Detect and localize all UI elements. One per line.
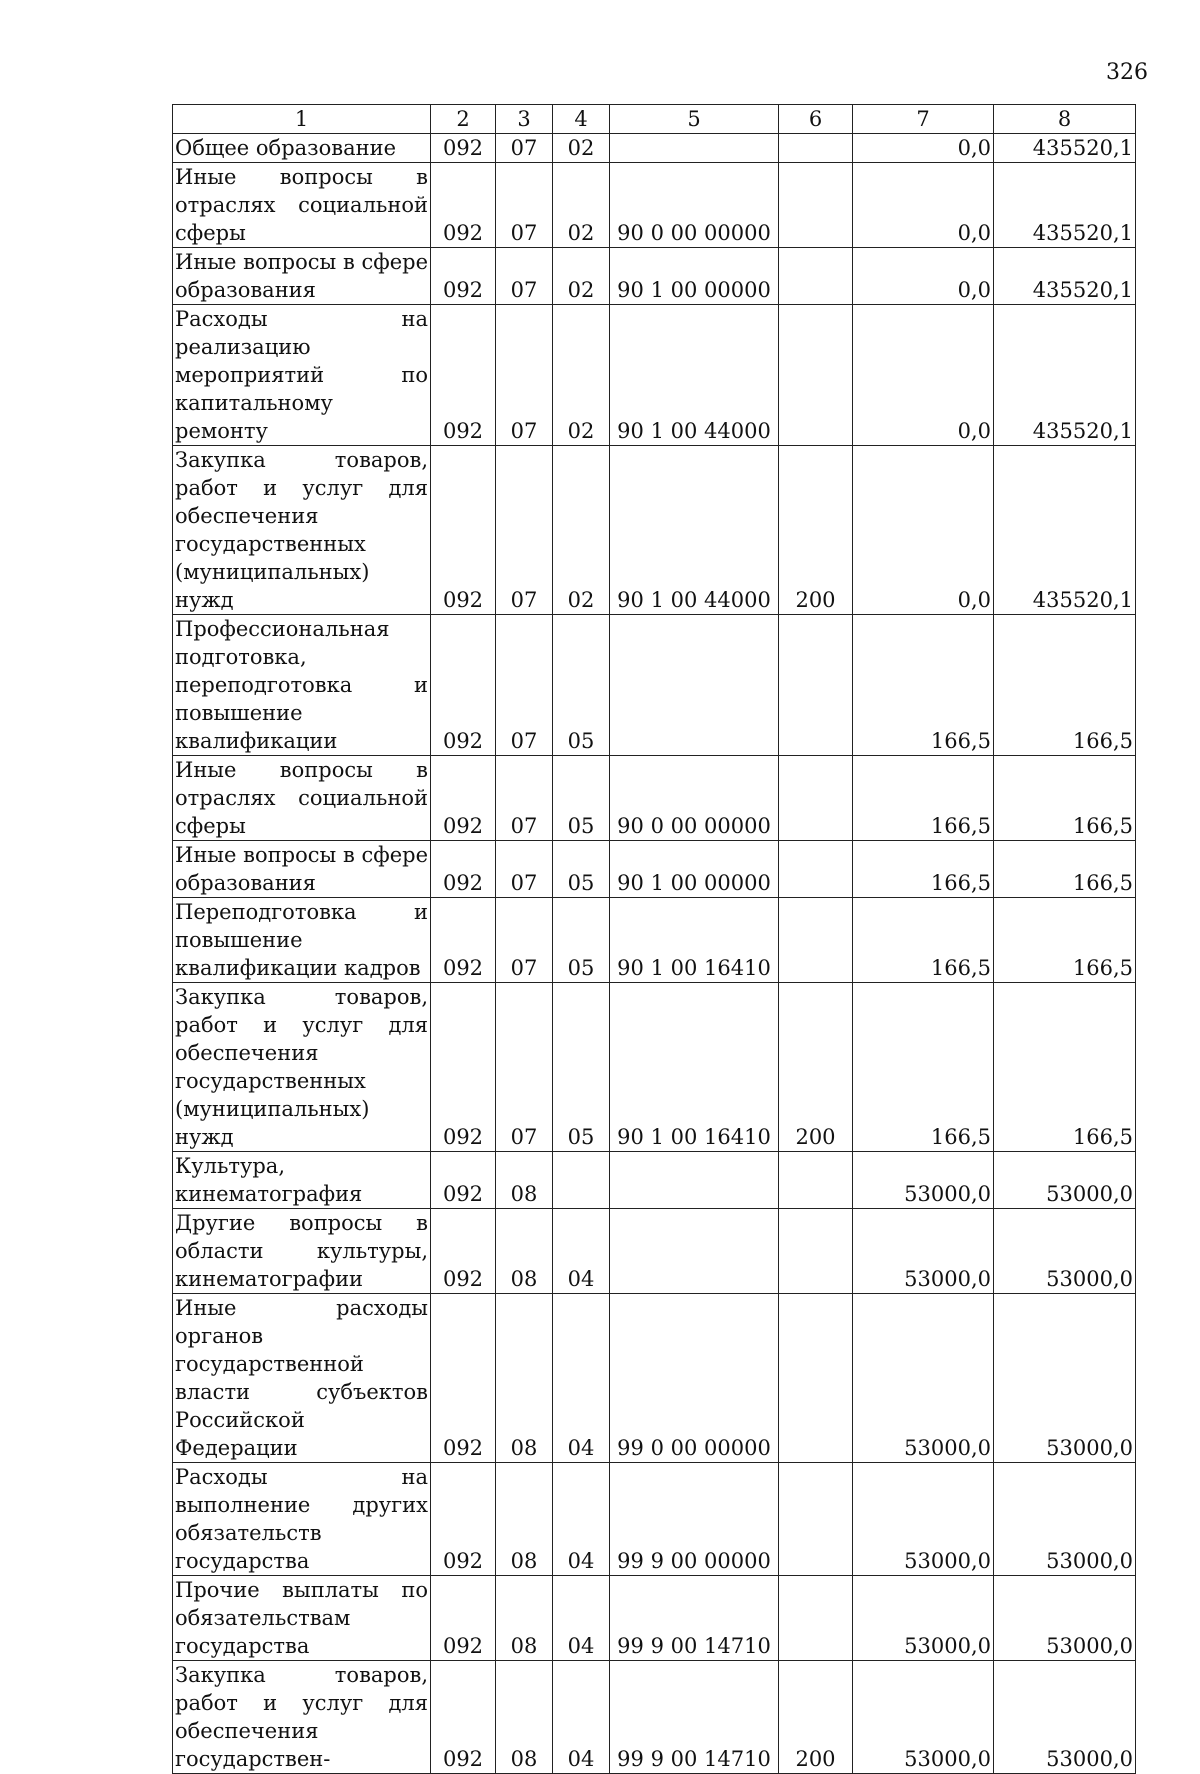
code-expense-type [779, 1152, 853, 1209]
code-ministry: 092 [431, 1576, 496, 1661]
code-subsection: 02 [553, 446, 610, 615]
row-label: Иные вопросы в отраслях социальной сферы [173, 163, 431, 248]
table-row [173, 1661, 1136, 1774]
column-header: 1 [173, 105, 431, 134]
code-expense-type [779, 1463, 853, 1576]
code-subsection: 04 [553, 1463, 610, 1576]
amount-col7: 0,0 [853, 134, 994, 163]
code-section: 07 [496, 446, 553, 615]
amount-col7: 166,5 [853, 615, 994, 756]
header-row [173, 105, 1136, 134]
table-row [173, 446, 1136, 615]
code-subsection: 04 [553, 1661, 610, 1774]
code-subsection: 02 [553, 163, 610, 248]
column-header: 8 [994, 105, 1136, 134]
row-label: Иные вопросы в сфере образования [173, 248, 431, 305]
amount-col8: 435520,1 [994, 163, 1136, 248]
amount-col7: 166,5 [853, 841, 994, 898]
code-target: 90 1 00 16410 [610, 983, 779, 1152]
amount-col7: 53000,0 [853, 1209, 994, 1294]
table-row [173, 1576, 1136, 1661]
amount-col8: 53000,0 [994, 1463, 1136, 1576]
code-section: 07 [496, 841, 553, 898]
code-subsection: 02 [553, 134, 610, 163]
code-ministry: 092 [431, 898, 496, 983]
code-target: 90 0 00 00000 [610, 163, 779, 248]
code-subsection: 02 [553, 305, 610, 446]
row-label: Культура, кинематография [173, 1152, 431, 1209]
amount-col7: 0,0 [853, 248, 994, 305]
column-header: 6 [779, 105, 853, 134]
table-body [173, 134, 1136, 1774]
row-label: Профессиональная подготовка, переподготовка и повышение квалификации [173, 615, 431, 756]
code-subsection: 05 [553, 615, 610, 756]
code-expense-type [779, 134, 853, 163]
table-row [173, 248, 1136, 305]
row-label: Закупка товаров, работ и услуг для обеспечения государственных (муниципальных) нужд [173, 983, 431, 1152]
table-row [173, 983, 1136, 1152]
code-expense-type [779, 305, 853, 446]
code-ministry: 092 [431, 1661, 496, 1774]
column-header: 5 [610, 105, 779, 134]
code-subsection: 04 [553, 1294, 610, 1463]
code-target: 90 1 00 44000 [610, 305, 779, 446]
code-section: 07 [496, 248, 553, 305]
page-number: 326 [1106, 60, 1148, 85]
code-ministry: 092 [431, 615, 496, 756]
code-ministry: 092 [431, 1152, 496, 1209]
code-target: 99 9 00 14710 [610, 1576, 779, 1661]
amount-col7: 0,0 [853, 446, 994, 615]
table-row [173, 615, 1136, 756]
code-target: 90 1 00 16410 [610, 898, 779, 983]
table-row [173, 1294, 1136, 1463]
code-expense-type: 200 [779, 1661, 853, 1774]
code-subsection: 02 [553, 248, 610, 305]
column-header: 4 [553, 105, 610, 134]
column-header: 2 [431, 105, 496, 134]
amount-col7: 53000,0 [853, 1576, 994, 1661]
amount-col7: 166,5 [853, 756, 994, 841]
code-section: 08 [496, 1463, 553, 1576]
amount-col7: 0,0 [853, 305, 994, 446]
code-expense-type [779, 898, 853, 983]
code-expense-type [779, 1209, 853, 1294]
code-ministry: 092 [431, 841, 496, 898]
code-ministry: 092 [431, 756, 496, 841]
amount-col7: 0,0 [853, 163, 994, 248]
code-expense-type [779, 1576, 853, 1661]
table-row [173, 1463, 1136, 1576]
code-expense-type: 200 [779, 446, 853, 615]
code-expense-type: 200 [779, 983, 853, 1152]
amount-col7: 53000,0 [853, 1463, 994, 1576]
amount-col8: 435520,1 [994, 248, 1136, 305]
amount-col8: 166,5 [994, 756, 1136, 841]
table-row [173, 163, 1136, 248]
amount-col8: 435520,1 [994, 134, 1136, 163]
row-label: Переподготовка и повышение квалификации кадров [173, 898, 431, 983]
row-label: Расходы на выполнение других обязательств государства [173, 1463, 431, 1576]
code-expense-type [779, 248, 853, 305]
row-label: Другие вопросы в области культуры, кинематографии [173, 1209, 431, 1294]
code-target [610, 615, 779, 756]
code-subsection: 05 [553, 983, 610, 1152]
code-section: 08 [496, 1294, 553, 1463]
code-ministry: 092 [431, 163, 496, 248]
table-row [173, 134, 1136, 163]
code-target: 99 9 00 14710 [610, 1661, 779, 1774]
code-section: 07 [496, 898, 553, 983]
code-section: 07 [496, 305, 553, 446]
code-ministry: 092 [431, 446, 496, 615]
code-target [610, 134, 779, 163]
row-label: Иные вопросы в отраслях социальной сферы [173, 756, 431, 841]
row-label: Закупка товаров, работ и услуг для обеспечения государствен- [173, 1661, 431, 1774]
amount-col8: 53000,0 [994, 1661, 1136, 1774]
amount-col7: 166,5 [853, 983, 994, 1152]
table-row [173, 1209, 1136, 1294]
amount-col8: 166,5 [994, 615, 1136, 756]
code-subsection [553, 1152, 610, 1209]
amount-col8: 166,5 [994, 841, 1136, 898]
code-subsection: 05 [553, 898, 610, 983]
code-section: 08 [496, 1209, 553, 1294]
code-section: 07 [496, 163, 553, 248]
column-header: 3 [496, 105, 553, 134]
code-section: 08 [496, 1152, 553, 1209]
code-ministry: 092 [431, 1209, 496, 1294]
row-label: Закупка товаров, работ и услуг для обеспечения государственных (муниципальных) нужд [173, 446, 431, 615]
code-target: 90 1 00 00000 [610, 248, 779, 305]
column-header: 7 [853, 105, 994, 134]
code-ministry: 092 [431, 1463, 496, 1576]
amount-col7: 166,5 [853, 898, 994, 983]
code-target [610, 1209, 779, 1294]
code-ministry: 092 [431, 1294, 496, 1463]
code-target: 90 1 00 44000 [610, 446, 779, 615]
code-section: 07 [496, 134, 553, 163]
code-target: 99 9 00 00000 [610, 1463, 779, 1576]
amount-col8: 435520,1 [994, 446, 1136, 615]
table-row [173, 305, 1136, 446]
row-label: Общее образование [173, 134, 431, 163]
amount-col7: 53000,0 [853, 1294, 994, 1463]
row-label: Расходы на реализацию мероприятий по капитальному ремонту [173, 305, 431, 446]
code-subsection: 04 [553, 1209, 610, 1294]
code-target [610, 1152, 779, 1209]
code-ministry: 092 [431, 248, 496, 305]
code-section: 08 [496, 1576, 553, 1661]
amount-col8: 166,5 [994, 898, 1136, 983]
code-ministry: 092 [431, 305, 496, 446]
code-expense-type [779, 163, 853, 248]
table-row [173, 898, 1136, 983]
table-row [173, 756, 1136, 841]
code-expense-type [779, 756, 853, 841]
code-expense-type [779, 841, 853, 898]
code-section: 07 [496, 983, 553, 1152]
row-label: Иные вопросы в сфере образования [173, 841, 431, 898]
code-target: 90 1 00 00000 [610, 841, 779, 898]
amount-col8: 166,5 [994, 983, 1136, 1152]
amount-col7: 53000,0 [853, 1661, 994, 1774]
code-expense-type [779, 615, 853, 756]
amount-col8: 53000,0 [994, 1152, 1136, 1209]
amount-col8: 53000,0 [994, 1576, 1136, 1661]
code-ministry: 092 [431, 134, 496, 163]
amount-col8: 53000,0 [994, 1209, 1136, 1294]
budget-table [172, 104, 1136, 1774]
amount-col8: 435520,1 [994, 305, 1136, 446]
code-subsection: 04 [553, 1576, 610, 1661]
amount-col8: 53000,0 [994, 1294, 1136, 1463]
code-expense-type [779, 1294, 853, 1463]
code-subsection: 05 [553, 841, 610, 898]
code-section: 07 [496, 756, 553, 841]
code-target: 90 0 00 00000 [610, 756, 779, 841]
code-section: 07 [496, 615, 553, 756]
code-ministry: 092 [431, 983, 496, 1152]
row-label: Прочие выплаты по обязательствам государства [173, 1576, 431, 1661]
code-section: 08 [496, 1661, 553, 1774]
code-target: 99 0 00 00000 [610, 1294, 779, 1463]
table-row [173, 841, 1136, 898]
code-subsection: 05 [553, 756, 610, 841]
table-row [173, 1152, 1136, 1209]
row-label: Иные расходы органов государственной власти субъектов Российской Федерации [173, 1294, 431, 1463]
amount-col7: 53000,0 [853, 1152, 994, 1209]
